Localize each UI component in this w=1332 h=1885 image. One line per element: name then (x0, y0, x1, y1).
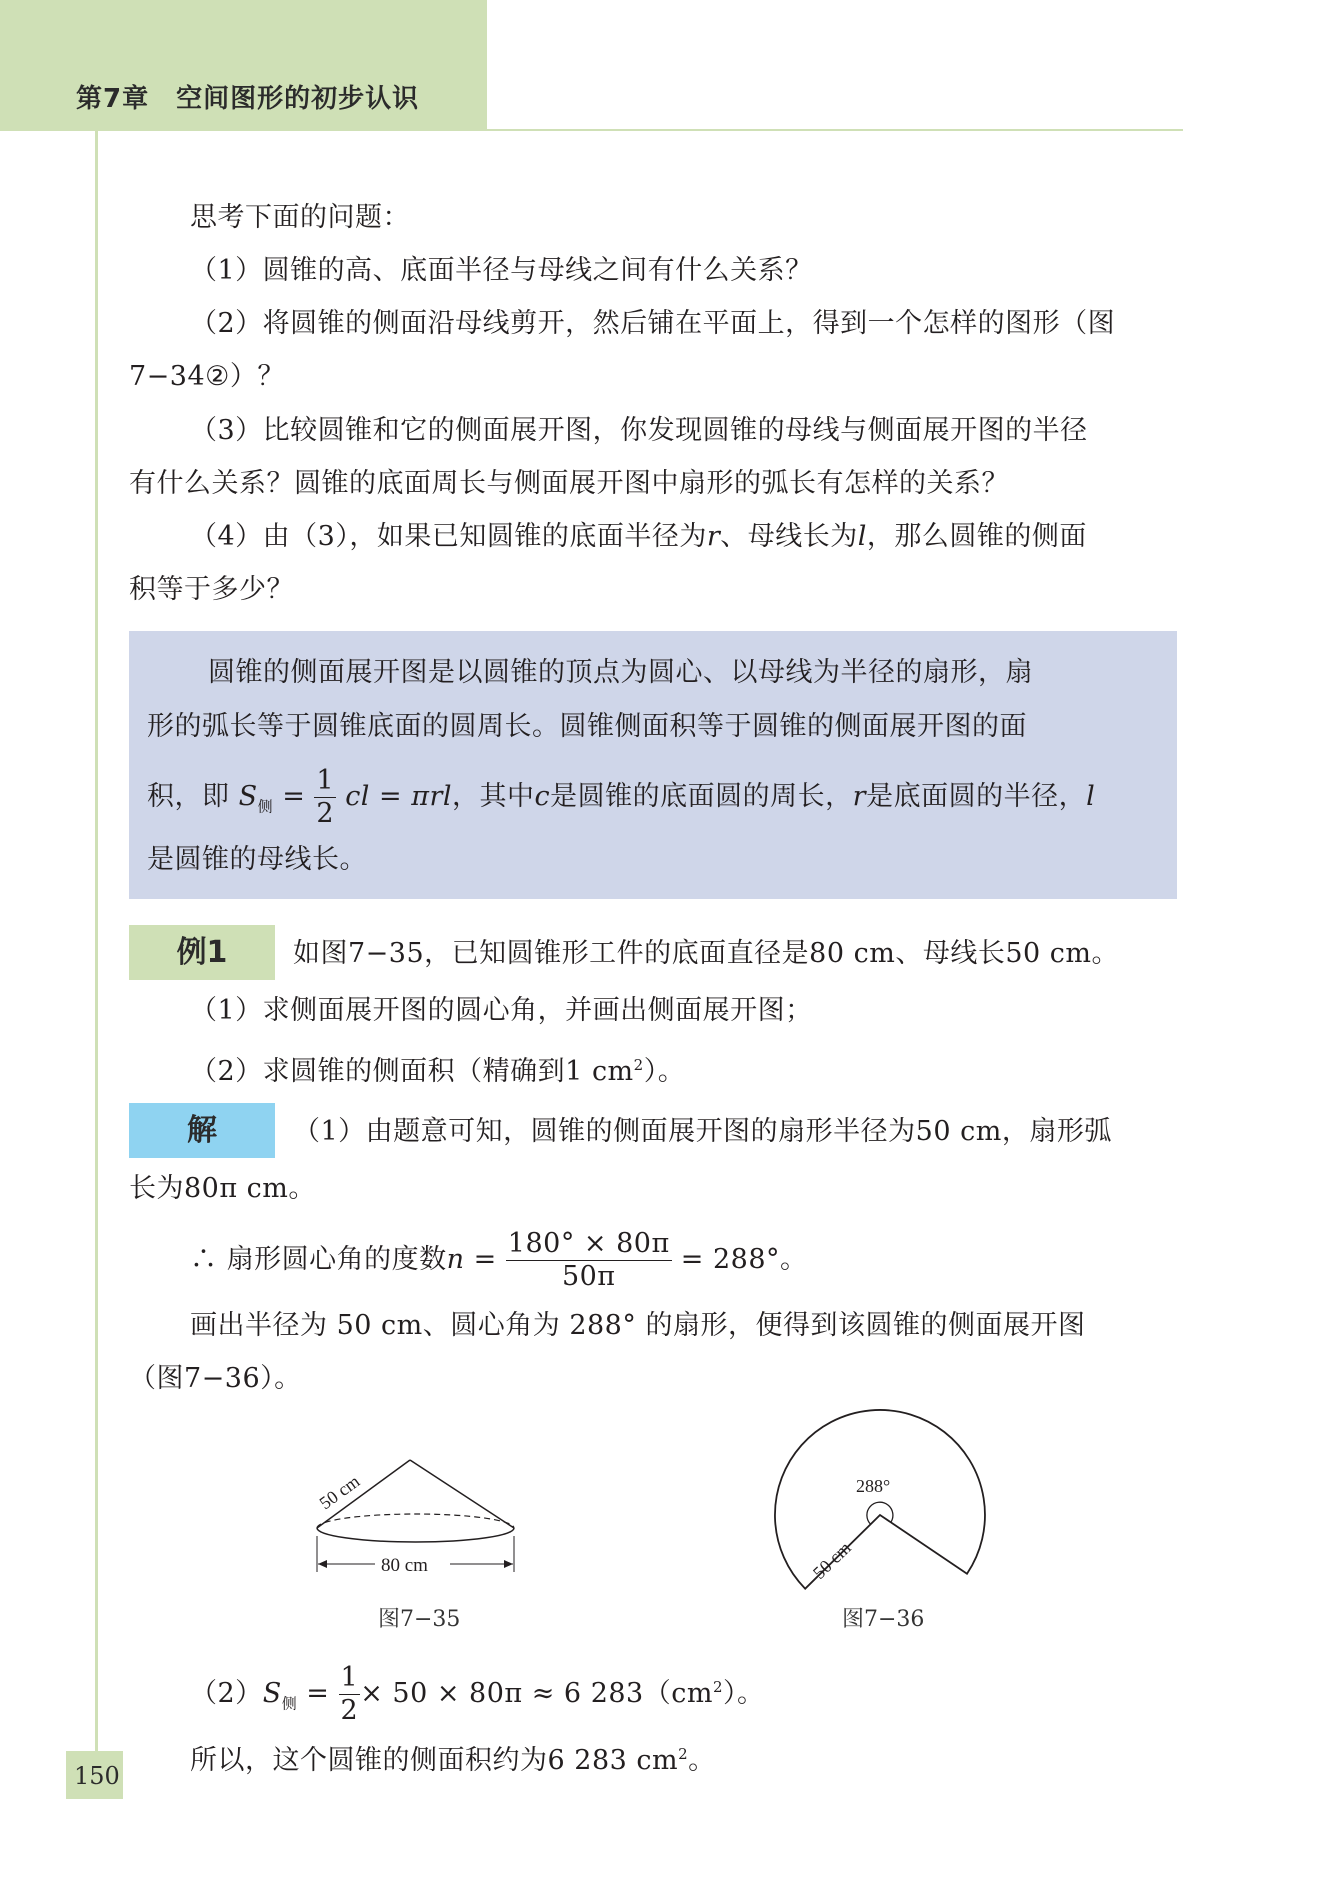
solution-draw-line1: 画出半径为 50 cm、圆心角为 288° 的扇形，便得到该圆锥的侧面展开图 (190, 1310, 1086, 1341)
calc-text: ∴ 扇形圆心角的度数 (190, 1244, 447, 1275)
sector-caption: 图7−36 (842, 1607, 925, 1632)
solution-line1: （1）由题意可知，圆锥的侧面展开图的扇形半径为50 cm，扇形弧 (293, 1116, 1112, 1147)
sector-angle-label: 288° (856, 1476, 891, 1496)
q4-text-a: （4）由（3），如果已知圆锥的底面半径为 (190, 521, 707, 552)
question-2-line1: （2）将圆锥的侧面沿母线剪开，然后铺在平面上，得到一个怎样的图形（图 (190, 308, 1116, 339)
calc-frac-den: 50π (561, 1261, 616, 1292)
question-3-line1: （3）比较圆锥和它的侧面展开图，你发现圆锥的母线与侧面展开图的半径 (190, 415, 1088, 446)
p2-frac-num: 1 (340, 1662, 359, 1693)
question-1: （1）圆锥的高、底面半径与母线之间有什么关系？ (190, 255, 813, 286)
questions-intro: 思考下面的问题： (190, 202, 410, 233)
summary-line3 (147, 765, 1095, 830)
example-part2-sup: 2 (633, 1056, 644, 1074)
dim-arrow-left (318, 1560, 327, 1568)
solution-draw-line2: （图7−36）。 (129, 1363, 302, 1394)
example-part2 (190, 1047, 685, 1090)
p2-sub: 侧 (281, 1694, 298, 1713)
page-number: 150 (74, 1762, 120, 1790)
summary-fraction (314, 765, 336, 830)
cone-right-edge (410, 1460, 514, 1528)
cone-diameter-label: 80 cm (381, 1555, 428, 1576)
p2-frac-den: 2 (340, 1695, 359, 1726)
cone-caption: 图7−35 (378, 1607, 461, 1632)
calc-result: = 288°。 (671, 1244, 808, 1275)
conclusion-sup: 2 (678, 1745, 689, 1763)
sector-outline (775, 1410, 985, 1589)
summary-var-c: c (534, 781, 551, 812)
q4-var-r: r (706, 521, 721, 552)
figure-cone (300, 1440, 540, 1580)
calc-frac-num: 180° × 80π (507, 1228, 670, 1259)
summary-frac-num: 1 (316, 765, 335, 796)
summary-sub: 侧 (257, 797, 274, 816)
summary-text-c: 是圆锥的底面圆的周长， (550, 781, 853, 812)
summary-line4: 是圆锥的母线长。 (147, 844, 367, 875)
p2-end: ）。 (723, 1678, 765, 1709)
solution-part2 (190, 1662, 765, 1727)
cone-base-back (317, 1514, 514, 1528)
question-3-line2: 有什么关系？圆锥的底面周长与侧面展开图中扇形的弧长有怎样的关系？ (129, 468, 1009, 499)
summary-line1: 圆锥的侧面展开图是以圆锥的顶点为圆心、以母线为半径的扇形，扇 (208, 657, 1033, 688)
summary-eq: = (273, 781, 315, 812)
q4-text-c: ，那么圆锥的侧面 (866, 521, 1087, 552)
question-2-line2: 7−34②）？ (129, 361, 285, 392)
example-statement: 如图7−35，已知圆锥形工件的底面直径是80 cm、母线长50 cm。 (293, 938, 1119, 969)
summary-frac-den: 2 (316, 798, 335, 829)
summary-var-l: l (1086, 781, 1096, 812)
summary-line2: 形的弧长等于圆锥底面的圆周长。圆锥侧面积等于圆锥的侧面展开图的面 (147, 711, 1027, 742)
solution-conclusion (190, 1736, 716, 1779)
q4-text-b: 、母线长为 (720, 521, 858, 552)
summary-var-S: S (238, 781, 258, 812)
chapter-title: 第7章 空间图形的初步认识 (76, 84, 420, 114)
p2-var-S: S (262, 1678, 282, 1709)
p2-eq: = (297, 1678, 339, 1709)
conclusion-text: 所以，这个圆锥的侧面积约为6 283 cm (190, 1745, 679, 1776)
left-margin-rule (95, 131, 98, 1751)
solution-tag: 解 (129, 1103, 275, 1158)
example-part2-end: ）。 (643, 1056, 686, 1087)
header-rule (487, 129, 1183, 131)
calc-fraction (506, 1228, 672, 1293)
summary-text-d: 是底面圆的半径， (866, 781, 1087, 812)
solution-calc (190, 1228, 808, 1293)
question-4-line2: 积等于多少？ (129, 574, 294, 605)
dim-arrow-right (504, 1560, 513, 1568)
summary-var-r: r (852, 781, 867, 812)
example-part1: （1）求侧面展开图的圆心角，并画出侧面展开图； (190, 995, 813, 1026)
cone-base-front (317, 1528, 514, 1542)
calc-var-n: n (446, 1244, 465, 1275)
solution-line2: 长为80π cm。 (129, 1173, 316, 1204)
conclusion-end: 。 (688, 1745, 716, 1776)
p2-rest: × 50 × 80π ≈ 6 283（cm (360, 1678, 713, 1709)
calc-eq: = (464, 1244, 506, 1275)
q4-var-l: l (857, 521, 867, 552)
example-tag: 例1 (129, 925, 275, 980)
summary-text-b: ，其中 (452, 781, 535, 812)
p2-sup: 2 (712, 1678, 723, 1696)
p2-fraction (339, 1662, 361, 1727)
p2-label: （2） (190, 1678, 263, 1709)
summary-formula: cl = πrl (345, 781, 453, 812)
sector-radius-label: 50 cm (808, 1537, 855, 1583)
cone-slant-label: 50 cm (315, 1470, 364, 1514)
question-4-line1 (190, 519, 1087, 555)
figure-sector (750, 1385, 1010, 1625)
example-part2-text: （2）求圆锥的侧面积（精确到1 cm (190, 1056, 634, 1087)
summary-text-a: 积，即 (147, 781, 230, 812)
